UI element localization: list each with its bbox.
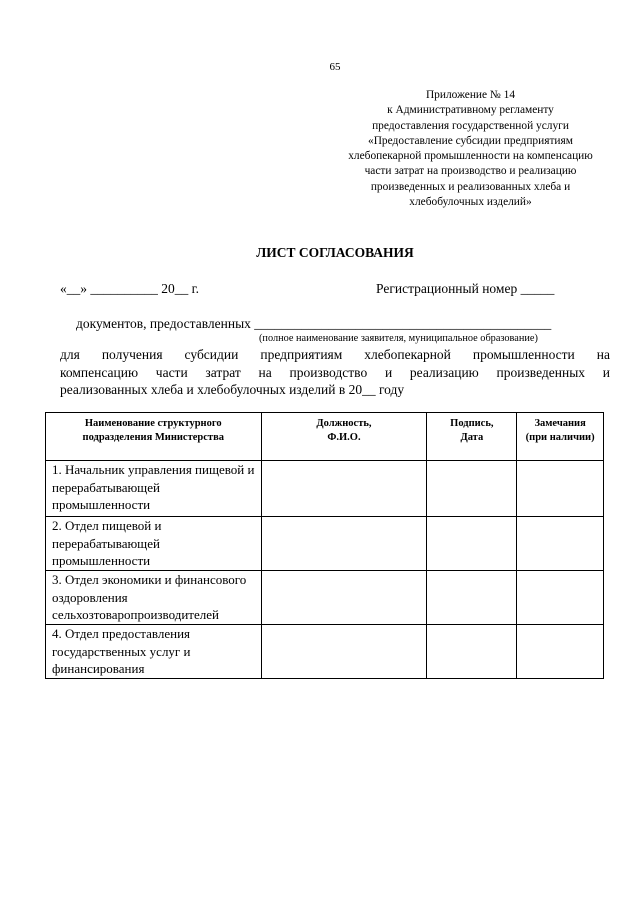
table-row bbox=[46, 517, 604, 571]
purpose-line: компенсацию части затрат на производство и реализацию произведенных и bbox=[60, 364, 610, 380]
remarks-cell bbox=[517, 517, 604, 571]
appendix-line: произведенных и реализованных хлеба и bbox=[370, 180, 571, 193]
date-field: «__» __________ 20__ г. bbox=[60, 281, 200, 296]
remarks-cell bbox=[517, 625, 604, 679]
document-title: ЛИСТ СОГЛАСОВАНИЯ bbox=[256, 245, 414, 260]
header-position-name: Должность, Ф.И.О. bbox=[261, 413, 427, 461]
appendix-header bbox=[318, 88, 623, 210]
header-department: Наименование структурного подразделения Министерства bbox=[46, 413, 262, 461]
table-row bbox=[46, 625, 604, 679]
appendix-line: хлебопекарной промышленности на компенсацию bbox=[348, 150, 593, 163]
appendix-line: части затрат на производство и реализацию bbox=[364, 165, 577, 178]
purpose-paragraph bbox=[60, 346, 610, 399]
position-name-cell bbox=[261, 571, 427, 625]
table-header-row bbox=[46, 413, 604, 461]
header-signature-date: Подпись, Дата bbox=[427, 413, 517, 461]
appendix-line: предоставления государственной услуги bbox=[372, 119, 569, 132]
appendix-line: Приложение № 14 bbox=[425, 89, 516, 101]
header-remarks: Замечания (при наличии) bbox=[517, 413, 604, 461]
remarks-cell bbox=[517, 461, 604, 517]
approval-table bbox=[45, 412, 604, 679]
appendix-line: хлебобулочных изделий» bbox=[409, 196, 532, 209]
appendix-line: к Административному регламенту bbox=[387, 104, 554, 117]
position-name-cell bbox=[261, 625, 427, 679]
department-name: 3. Отдел экономики и финансового оздоровления сельхозтоваропроизводителей bbox=[46, 571, 262, 625]
remarks-cell bbox=[517, 571, 604, 625]
department-name: 4. Отдел предоставления государственных услуг и финансирования bbox=[46, 625, 262, 679]
position-name-cell bbox=[261, 461, 427, 517]
table-row bbox=[46, 461, 604, 517]
registration-number-field: Регистрационный номер _____ bbox=[376, 281, 555, 296]
department-name: 2. Отдел пищевой и перерабатывающей промышленности bbox=[46, 517, 262, 571]
department-name: 1. Начальник управления пищевой и перерабатывающей промышленности bbox=[46, 461, 262, 517]
purpose-line: для получения субсидии предприятиям хлебопекарной промышленности на bbox=[60, 347, 610, 362]
purpose-line: реализованных хлеба и хлебобулочных изделий в 20__ году bbox=[60, 382, 405, 398]
position-name-cell bbox=[261, 517, 427, 571]
signature-date-cell bbox=[427, 461, 517, 517]
documents-field-hint: (полное наименование заявителя, муниципальное образование) bbox=[259, 333, 538, 344]
signature-date-cell bbox=[427, 571, 517, 625]
signature-date-cell bbox=[427, 517, 517, 571]
table-row bbox=[46, 571, 604, 625]
documents-submitted-field: документов, предоставленных ____________________________________________ bbox=[76, 316, 552, 331]
appendix-line: «Предоставление субсидии предприятиям bbox=[368, 134, 573, 147]
signature-date-cell bbox=[427, 625, 517, 679]
page-number: 65 bbox=[329, 61, 341, 73]
